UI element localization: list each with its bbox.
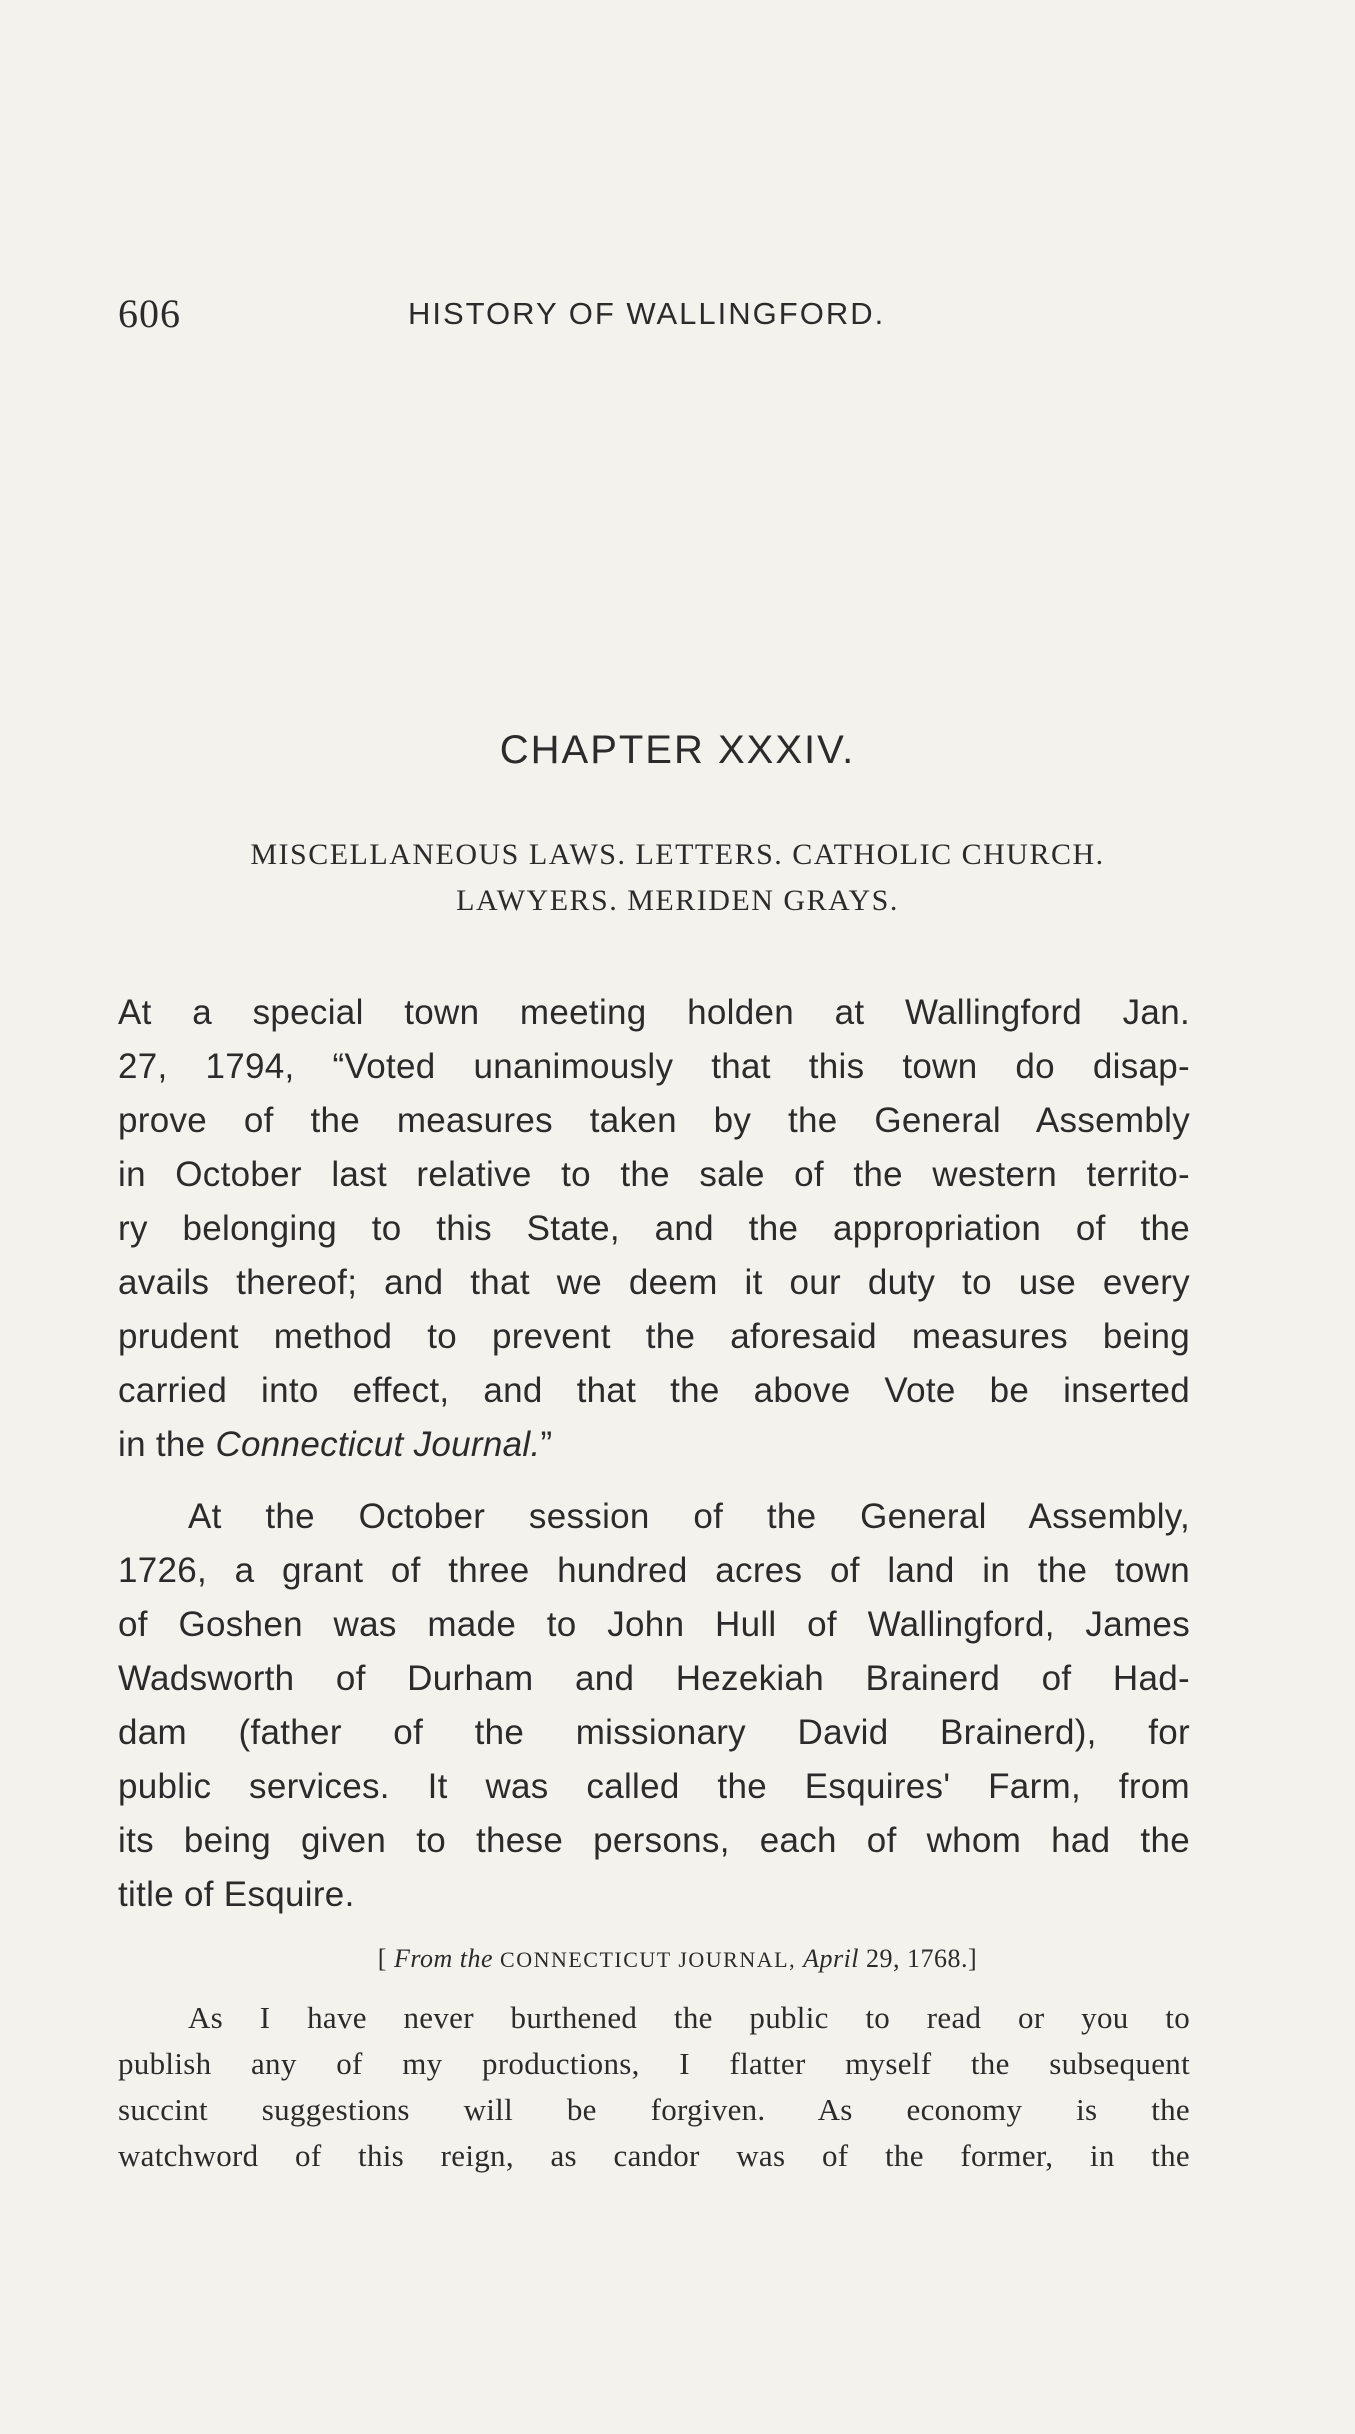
- source-from-the: From the: [393, 1944, 494, 1973]
- paragraph-2-line: of Goshen was made to John Hull of Wallingford, James: [118, 1605, 1190, 1644]
- paragraph-2-line: At the October session of the General Assembly,: [188, 1497, 1190, 1536]
- journal-title-italic: Connecticut Journal.: [215, 1425, 541, 1464]
- chapter-title: CHAPTER XXXIV.: [499, 728, 856, 772]
- paragraph-1-line: 27, 1794, “Voted unanimously that this town do disap-: [118, 1047, 1190, 1086]
- source-date-rest: 29, 1768.]: [866, 1944, 978, 1973]
- paragraph-2-line: title of Esquire.: [118, 1875, 355, 1914]
- running-head: [118, 290, 1218, 340]
- paragraph-3-line: As I have never burthened the public to read or you to: [188, 2000, 1190, 2035]
- paragraph-3-line: publish any of my productions, I flatter myself the subsequent: [118, 2046, 1190, 2081]
- paragraph-1-line: avails thereof; and that we deem it our duty to use every: [118, 1263, 1190, 1302]
- paragraph-2-line: dam (father of the missionary David Brainerd), for: [118, 1713, 1190, 1752]
- paragraph-1-line: carried into effect, and that the above Vote be inserted: [118, 1371, 1190, 1410]
- chapter-subtitle-line-1: MISCELLANEOUS LAWS. LETTERS. CATHOLIC CHURCH.: [250, 838, 1105, 871]
- paragraph-1-line: prove of the measures taken by the General Assembly: [118, 1101, 1190, 1140]
- paragraph-2-line: Wadsworth of Durham and Hezekiah Brainerd of Had-: [118, 1659, 1190, 1698]
- paragraph-2-line: public services. It was called the Esquires' Farm, from: [118, 1767, 1190, 1806]
- source-open-bracket: [: [377, 1944, 394, 1973]
- paragraph-1-line: At a special town meeting holden at Wallingford Jan.: [118, 993, 1190, 1032]
- last-line-suffix: ”: [540, 1425, 553, 1464]
- page-number: 606: [118, 291, 181, 336]
- source-date-month: April: [803, 1944, 860, 1973]
- paragraph-1-last-line: [118, 1425, 1190, 1465]
- running-title: HISTORY OF WALLINGFORD.: [408, 296, 886, 331]
- chapter-subtitle-line-2: LAWYERS. MERIDEN GRAYS.: [456, 884, 899, 917]
- paragraph-3-line: succint suggestions will be forgiven. As economy is the: [118, 2092, 1190, 2127]
- paragraph-2-line: its being given to these persons, each of whom had the: [118, 1821, 1190, 1860]
- paragraph-2-line: 1726, a grant of three hundred acres of land in the town: [118, 1551, 1190, 1590]
- paragraph-1-line: ry belonging to this State, and the appropriation of the: [118, 1209, 1190, 1248]
- source-journal-name: CONNECTICUT JOURNAL,: [500, 1947, 797, 1972]
- paragraph-1-line: in October last relative to the sale of the western territo-: [118, 1155, 1190, 1194]
- paragraph-3-line: watchword of this reign, as candor was of the former, in the: [118, 2138, 1190, 2173]
- source-citation: [0, 1944, 1355, 1974]
- last-line-prefix: in the: [118, 1425, 216, 1464]
- paragraph-1-line: prudent method to prevent the aforesaid measures being: [118, 1317, 1190, 1356]
